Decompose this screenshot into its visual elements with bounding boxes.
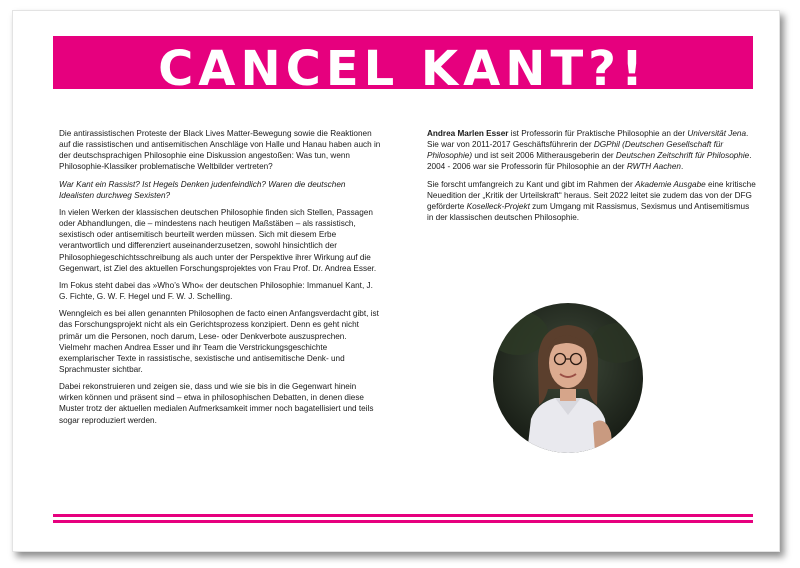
flyer-page — [12, 10, 780, 552]
left-column — [59, 128, 381, 432]
bio-paragraph: Andrea Marlen Esser ist Professorin für Praktische Philosophie an der Universität Jena. Sie war von 2011-2017 Geschäftsführerin der DGPhil (Deutschen Gesellschaft für Philosophie) und ist seit 2006 Mitherausgeberin der Deutschen Zeitschrift für Philosophie. 2004 - 2006 war sie Professorin für Philosophie an der RWTH Aachen. — [427, 129, 752, 172]
title-banner — [53, 36, 753, 97]
intro-paragraph: Die antirassistischen Proteste der Black Lives Matter-Bewegung sowie die Reaktionen auf die rassistischen und antisemitischen Anschläge von Halle und Hanau haben auch in der deutschsprachigen Philosophie eine Diskussion angestoßen: Was tun, wenn Philosophie-Klassiker problematische Weltbilder vertreten? — [59, 129, 381, 172]
focus-paragraph: Im Fokus steht dabei das »Who’s Who« der deutschen Philosophie: Immanuel Kant, J. G. Fichte, G. W. F. Hegel und F. W. J. Schelling. — [59, 280, 373, 302]
approach-paragraph: Wenngleich es bei allen genannten Philosophen de facto einen Anfangsverdacht gibt, ist das Forschungsprojekt nicht als ein Gerichtsprozess konzipiert. Denn es geht nicht primär um die Personen, noch darum, Lese- oder Denkverbote auszusprechen. Vielmehr machen Andrea Esser und ihr Team die Verstrickungsgeschichte exemplarischer Texte in rassistische, sexistische und antisemitische Denk- und Sprachmuster sichtbar. — [59, 309, 379, 374]
questions-paragraph: War Kant ein Rassist? Ist Hegels Denken judenfeindlich? Waren die deutschen Idealisten durchweg Sexisten? — [59, 179, 346, 200]
page-title: CANCEL KANT?! — [158, 40, 648, 97]
conclusion-paragraph: Dabei rekonstruieren und zeigen sie, dass und wie sie bis in die Gegenwart hinein wirken können und präsent sind – etwa in philosophischen Debatten, in denen diese Muster trotz der aktuellen medialen Aufmerksamkeit immer noch bagatellisiert und teils sogar reproduziert werden. — [59, 382, 374, 425]
right-column — [427, 128, 757, 229]
author-name: Andrea Marlen Esser — [427, 129, 509, 138]
heritage-paragraph: In vielen Werken der klassischen deutschen Philosophie finden sich Stellen, Passagen oder Abhandlungen, die – mindestens nach heutigen Maßstäben – als rassistisch, sexistisch oder antisemitisch beurteilt werden müssen. Sich mit diesem Erbe verantwortlich und differenziert auseinanderzusetzen, sowohl hinsichtlich der Philosophiegeschichtsschreibung als auch unter der Perspektive ihrer Wirkung auf die Gegenwart, ist Ziel des aktuellen Forschungsprojektes von Frau Prof. Dr. Andrea Esser. — [59, 207, 377, 273]
footer-rule-top — [53, 514, 753, 517]
footer-rule-bottom — [53, 520, 753, 523]
research-paragraph: Sie forscht umfangreich zu Kant und gibt im Rahmen der Akademie Ausgabe eine kritische Neuedition der „Kritik der Urteilskraft“ heraus. Seit 2022 leitet sie zudem das von der DFG geförderte Koselleck-Projekt zum Umgang mit Rassismus, Sexismus und Antisemitismus in der klassischen deutschen Philosophie. — [427, 179, 756, 223]
author-portrait — [493, 303, 643, 453]
